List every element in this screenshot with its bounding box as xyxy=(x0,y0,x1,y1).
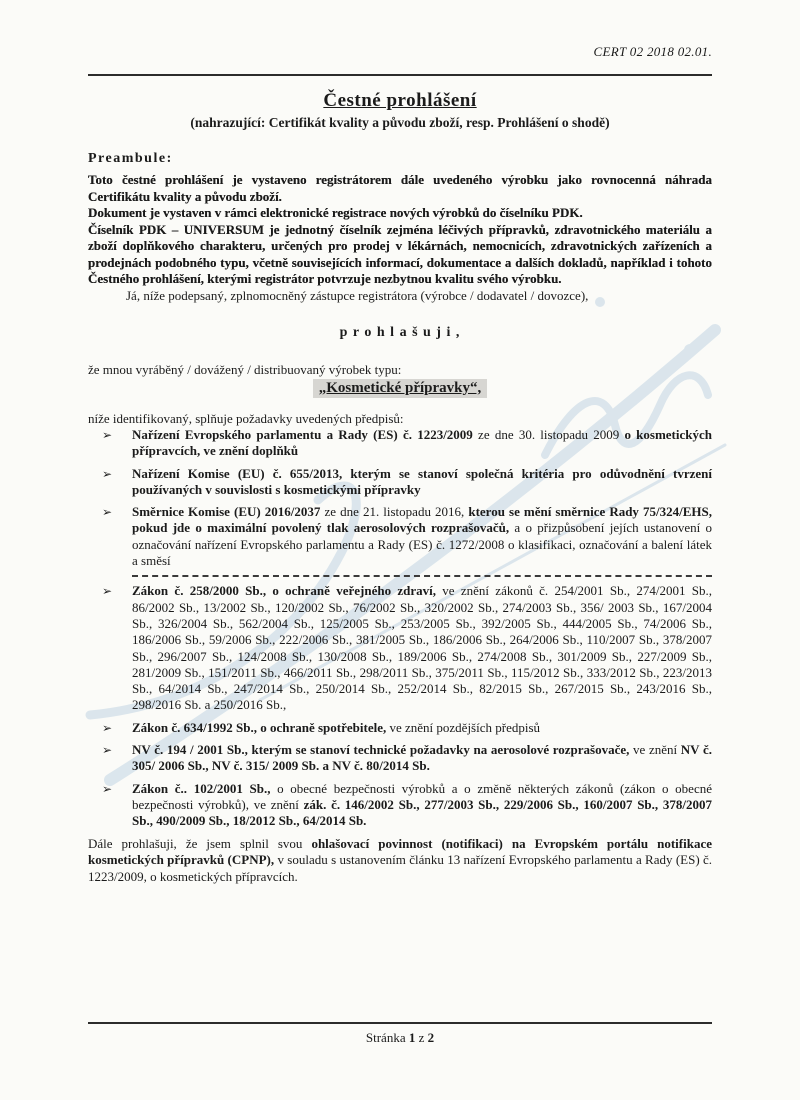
law-text: Zákon č. 258/2000 Sb., o ochraně veřejného zdraví, ve znění zákonů č. 254/2001 Sb., 274/2001 Sb., 86/2002 Sb., 13/2002 Sb., 120/2002 Sb., 76/2002 Sb., 320/2002 Sb., 274/2003 Sb., 356/ 2003 Sb., 167/2004 Sb., 326/2004 Sb., 562/2004 Sb., 125/2005 Sb., 253/2005 Sb., 392/2005 Sb., 444/2005 Sb., 74/2006 Sb., 186/2006 Sb., 59/2006 Sb., 222/2006 Sb., 381/2005 Sb., 186/2006 Sb., 264/2006 Sb., 110/2007 Sb., 378/2007 Sb., 296/2007 Sb., 124/2008 Sb., 130/2008 Sb., 189/2006 Sb., 274/2008 Sb., 301/2009 Sb., 227/2009 Sb., 281/2009 Sb., 151/2011 Sb., 466/2011 Sb., 298/2011 Sb., 375/2011 Sb., 115/2012 Sb., 333/2012 Sb., 223/2013 Sb., 64/2014 Sb., 247/2014 Sb., 250/2014 Sb., 252/2014 Sb., 82/2015 Sb., 267/2015 Sb., 243/2016 Sb., 298/2016 Sb. a 250/2016 Sb., xyxy=(132,583,712,713)
declaration-verb: p r o h l a š u j i , xyxy=(339,325,461,340)
regulation-item xyxy=(88,466,712,499)
product-type-intro: že mnou vyráběný / dovážený / distribuovaný výrobek typu: xyxy=(88,362,402,377)
arrow-bullet-icon: ➢ xyxy=(102,505,113,520)
arrow-bullet-icon: ➢ xyxy=(102,781,113,796)
law-item xyxy=(88,583,712,713)
arrow-bullet-icon: ➢ xyxy=(102,584,113,599)
compliance-intro: níže identifikovaný, splňuje požadavky uvedených předpisů: xyxy=(88,410,404,426)
law-item xyxy=(88,720,712,736)
regulation-text: Nařízení Komise (EU) č. 655/2013, kterým se stanoví společná kritéria pro odůvodnění tvrzení používaných v souvislosti s kosmetickými přípravky xyxy=(132,465,712,497)
dashed-separator xyxy=(132,575,712,577)
product-name-line xyxy=(88,379,712,398)
eu-regulations-list xyxy=(88,427,712,569)
regulation-item xyxy=(88,504,712,569)
header-rule xyxy=(88,74,712,76)
footer-rule xyxy=(88,1022,712,1024)
law-item xyxy=(88,742,712,775)
arrow-bullet-icon: ➢ xyxy=(102,743,113,758)
declarer-line: Já, níže podepsaný, zplnomocněný zástupce registrátora (výrobce / dodavatel / dovozce), xyxy=(126,287,589,303)
document-code: CERT 02 2018 02.01. xyxy=(593,44,712,59)
law-text: Zákon č. 634/1992 Sb., o ochraně spotřebitele, ve znění pozdějších předpisů xyxy=(132,719,541,735)
arrow-bullet-icon: ➢ xyxy=(102,428,113,442)
page-number: Stránka 1 z 2 xyxy=(365,1030,435,1045)
page-title: Čestné prohlášení xyxy=(323,90,477,111)
law-text: NV č. 194 / 2001 Sb., kterým se stanoví technické požadavky na aerosolové rozprašovače, ve znění NV č. 305/ 2006 Sb., NV č. 315/ 2009 Sb. a NV č. 80/2014 Sb. xyxy=(132,742,713,774)
preamble-heading: Preambule: xyxy=(88,151,173,166)
czech-laws-list xyxy=(88,583,712,829)
document-subtitle: (nahrazující: Certifikát kvality a původu zboží, resp. Prohlášení o shodě) xyxy=(190,115,610,130)
law-text: Zákon č.. 102/2001 Sb., o obecné bezpečnosti výrobků a o změně některých zákonů (zákon o obecné bezpečnosti výrobků), ve znění zák. č. 146/2002 Sb., 277/2003 Sb., 229/2006 Sb., 160/2007 Sb., 378/2007 Sb., 490/2009 Sb., 18/2012 Sb., 64/2014 Sb. xyxy=(132,780,712,829)
regulation-text: Nařízení Evropského parlamentu a Rady (ES) č. 1223/2009 ze dne 30. listopadu 2009 o kosmetických přípravcích, ve znění doplňků xyxy=(132,427,712,459)
page-footer xyxy=(88,1022,712,1046)
product-name-highlight: „Kosmetické přípravky“, xyxy=(313,379,488,398)
preamble-text: Toto čestné prohlášení je vystaveno registrátorem dále uvedeného výrobku jako rovnocenná náhrada Certifikátu kvality a původu zboží. Dokument je vystaven v rámci elektronické registrace nových výrobků do číselníku PDK. Číselník PDK – UNIVERSUM je jednotný číselník zejména léčivých přípravků, zdravotnického materiálu a zboží doplňkového charakteru, určených pro prodej v lékárnách, nemocnicích, zdravotnických zařízeních a prodejnách podobného typu, včetně souvisejících informací, dokumentace a dalších dokladů, například i tohoto Čestného prohlášení, kterými registrátor potvrzuje nezbytnou kvalitu svého výrobku. xyxy=(88,172,712,286)
regulation-text: Směrnice Komise (EU) 2016/2037 ze dne 21. listopadu 2016, kterou se mění směrnice Rady 75/324/EHS, pokud jde o maximální povolený tlak aerosolových rozprašovačů, a o přizpůsobení jejích ustanovení o označování nařízení Evropského parlamentu a Rady (ES) č. 1272/2008 o klasifikaci, označování a balení látek a směsí xyxy=(132,504,712,569)
law-item xyxy=(88,781,712,830)
closing-paragraph: Dále prohlašuji, že jsem splnil svou ohlašovací povinnost (notifikaci) na Evropském portálu notifikace kosmetických přípravků (CPNP), v souladu s ustanovením článku 13 nařízení Evropského parlamentu a Rady (ES) č. 1223/2009, o kosmetických přípravcích. xyxy=(88,835,713,884)
regulation-item xyxy=(88,427,712,460)
arrow-bullet-icon: ➢ xyxy=(102,466,113,481)
arrow-bullet-icon: ➢ xyxy=(102,720,113,735)
